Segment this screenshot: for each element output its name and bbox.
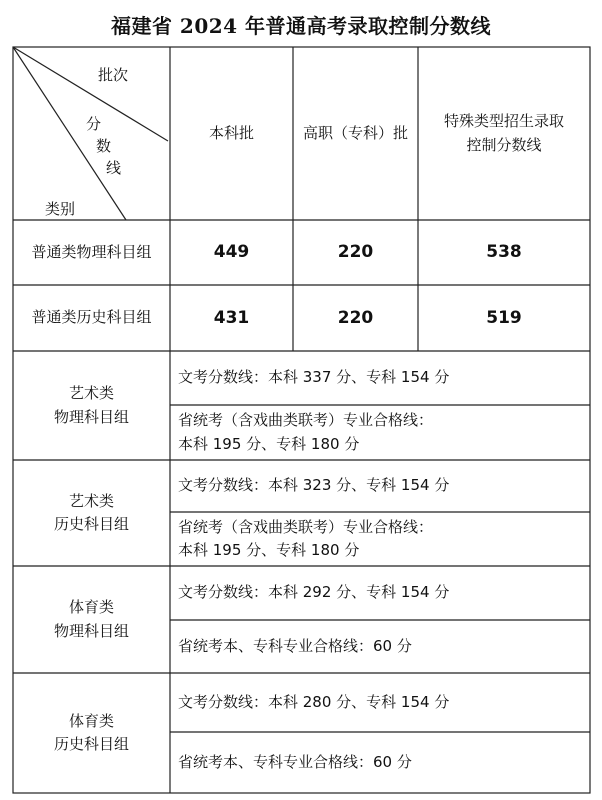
art-history-culture-line: 文考分数线：本科 323 分、专科 154 分 — [178, 476, 450, 495]
art-physics-culture-line: 文考分数线：本科 337 分、专科 154 分 — [178, 368, 450, 387]
art-physics-category-line2: 物理科目组 — [53, 407, 129, 426]
row-history-category: 普通类历史科目组 — [31, 308, 152, 327]
art-physics-category-line1: 艺术类 — [68, 384, 114, 403]
header-special-line1: 特殊类型招生录取 — [443, 112, 564, 131]
row-history-special: 519 — [486, 307, 522, 328]
art-physics-pro-line1: 省统考（含戏曲类联考）专业合格线： — [178, 411, 434, 430]
sports-history-category-line1: 体育类 — [68, 711, 114, 730]
corner-batch-label: 批次 — [98, 66, 129, 84]
art-physics-pro-line2: 本科 195 分、专科 180 分 — [178, 434, 360, 453]
row-history-bachelor: 431 — [213, 307, 250, 328]
header-vocational-label: 高职（专科）批 — [302, 123, 408, 142]
art-history-category-line1: 艺术类 — [68, 491, 114, 510]
art-history-category — [13, 460, 170, 566]
corner-score-char-3: 线 — [106, 159, 122, 177]
row-physics-category: 普通类物理科目组 — [31, 242, 152, 261]
row-physics-vocational: 220 — [337, 242, 374, 263]
art-history-category-line2: 历史科目组 — [53, 515, 129, 533]
art-physics-category — [13, 351, 170, 460]
sports-physics-category-line2: 物理科目组 — [53, 621, 129, 640]
art-history-pro-line1: 省统考（含戏曲类联考）专业合格线： — [178, 517, 434, 536]
art-history-pro-line — [170, 512, 590, 566]
sports-physics-culture-line: 文考分数线：本科 292 分、专科 154 分 — [178, 583, 450, 602]
header-bachelor-label: 本科批 — [208, 123, 254, 142]
art-physics-pro-line — [170, 405, 590, 460]
sports-history-category-line2: 历史科目组 — [53, 735, 129, 753]
sports-physics-category — [13, 566, 170, 673]
sports-history-category — [13, 673, 170, 793]
header-special-line2: 控制分数线 — [466, 135, 542, 154]
sports-physics-pro-line: 省统考本、专科专业合格线：60 分 — [178, 636, 412, 655]
row-history-vocational: 220 — [337, 307, 374, 328]
corner-score-char-2: 数 — [96, 137, 112, 155]
header-bachelor — [170, 47, 293, 220]
sports-physics-category-line1: 体育类 — [68, 598, 114, 617]
header-vocational — [293, 47, 418, 220]
corner-category-label: 类别 — [45, 200, 76, 218]
header-special — [418, 47, 590, 220]
sports-history-pro-line: 省统考本、专科专业合格线：60 分 — [178, 752, 412, 771]
corner-score-char-1: 分 — [86, 115, 102, 133]
sports-history-culture-line: 文考分数线：本科 280 分、专科 154 分 — [178, 692, 450, 711]
document-title: 福建省 2024 年普通高考录取控制分数线 — [110, 14, 492, 38]
row-physics-bachelor: 449 — [213, 242, 250, 263]
art-history-pro-line2: 本科 195 分、专科 180 分 — [178, 541, 360, 559]
row-physics-special: 538 — [486, 242, 522, 263]
